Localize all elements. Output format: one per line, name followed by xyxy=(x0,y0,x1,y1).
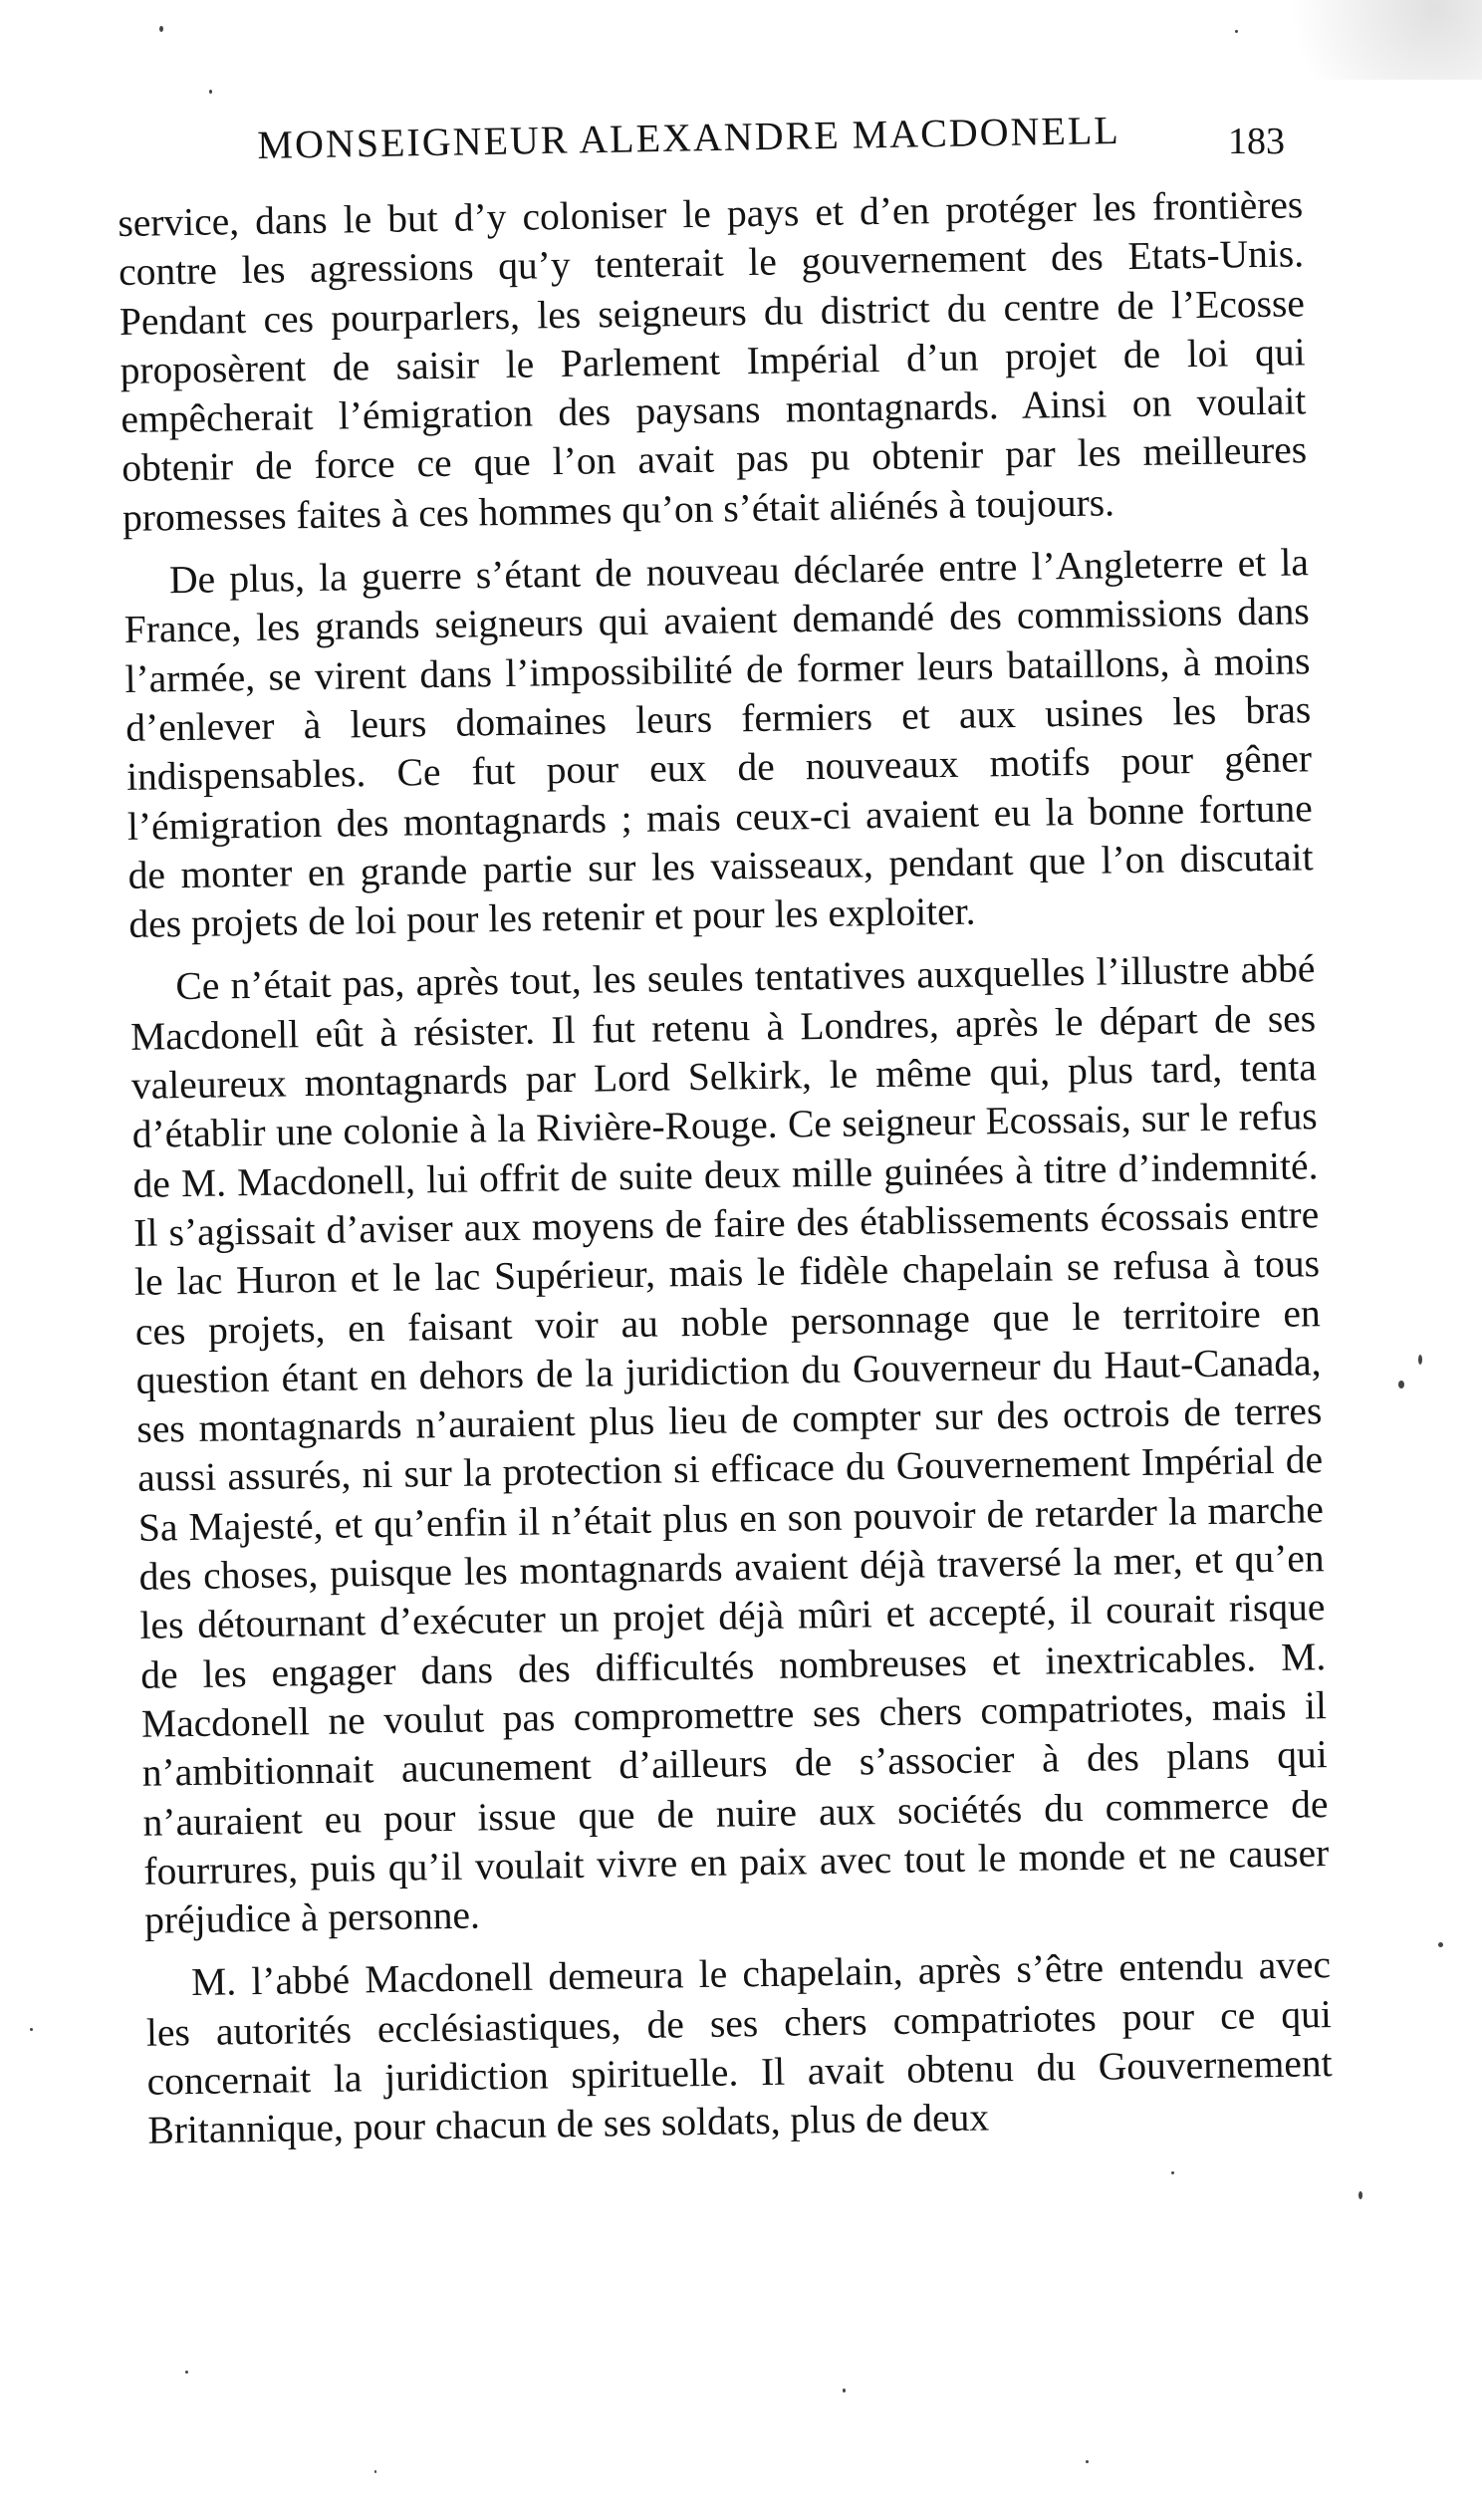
scan-speck xyxy=(1438,1942,1443,1947)
scan-speck xyxy=(1235,30,1238,33)
scan-speck xyxy=(209,90,212,94)
paragraph-3: Ce n’était pas, après tout, les seules tentatives auxquelles l’illustre abbé Macdonell eût à résister. Il fut retenu à Londres, après le départ de ses valeureux montagnards par Lord Selkirk, le même qui, plus tard, tenta d’établir une colonie à la Rivière-Rouge. Ce seigneur Ecossais, sur le refus de M. Macdonell, lui offrit de suite deux mille guinées à titre d’indemnité. Il s’agissait d’aviser aux moyens de faire des établissements écossais entre le lac Huron et le lac Supérieur, mais le fidèle chapelain se refusa à tous ces projets, en faisant voir au noble personnage que le territoire en question étant en dehors de la juridiction du Gouverneur du Haut-Canada, ses montagnards n’auraient plus lieu de compter sur des octrois de terres aussi assurés, ni sur la protection si efficace du Gouvernement Impérial de Sa Majesté, et qu’enfin il n’était plus en son pouvoir de retarder la marche des choses, puisque les montagnards avaient déjà traversé la mer, et qu’en les détournant d’exécuter un projet déjà mûri et accepté, il courait risque de les engager dans des difficultés nombreuses et inextricables. M. Macdonell ne voulut pas compromettre ses chers compatriotes, mais il n’ambitionnait aucunement d’ailleurs de s’associer à des plans qui n’auraient eu pour issue que de nuire aux sociétés du commerce de fourrures, puis qu’il voulait vivre en paix avec tout le monde et ne causer préjudice à personne. xyxy=(129,946,1330,1942)
page-number: 183 xyxy=(1228,121,1285,162)
scan-speck xyxy=(843,2389,846,2393)
scan-speck xyxy=(1398,1381,1404,1388)
scan-speck xyxy=(159,26,163,32)
scan-speck xyxy=(1418,1355,1422,1365)
paragraph-4: M. l’abbé Macdonell demeura le chapelain, après s’être entendu avec les autorités ecclésiastiques, de ses chers compatriotes pour ce qui concernait la juridiction spirituelle. Il avait obtenu du Gouvernement Britannique, pour chacun de ses soldats, plus de deux xyxy=(145,1942,1333,2153)
scan-speck xyxy=(1086,2460,1089,2463)
paragraph-1: service, dans le but d’y coloniser le pays et d’en protéger les frontières contre les agressions qu’y tenterait le gouvernement des Etats-Unis. Pendant ces pourparlers, les seigneurs du district du centre de l’Ecosse proposèrent de saisir le Parlement Impérial d’un projet de loi qui empêcherait l’émigration des paysans montagnards. Ainsi on voulait obtenir de force ce que l’on avait pas pu obtenir par les meilleures promesses faites à ces hommes qu’on s’était aliénés à toujours. xyxy=(118,182,1308,540)
running-title: MONSEIGNEUR ALEXANDRE MACDONELL xyxy=(257,107,1121,167)
scan-speck xyxy=(185,2371,188,2374)
body-text xyxy=(118,180,1334,2169)
scan-speck xyxy=(374,2470,376,2473)
page-header xyxy=(249,107,1285,181)
paragraph-2: De plus, la guerre s’étant de nouveau déclarée entre l’Angleterre et la France, les grands seigneurs qui avaient demandé des commissions dans l’armée, se virent dans l’impossibilité de former leurs bataillons, à moins d’enlever à leurs domaines leurs fermiers et aux usines les bras indispensables. Ce fut pour eux de nouveaux motifs pour gêner l’émigration des montagnards ; mais ceux-ci avaient eu la bonne fortune de monter en grande partie sur les vaisseaux, pendant que l’on discutait des projets de loi pour les retenir et pour les exploiter. xyxy=(124,540,1314,947)
scan-speck xyxy=(1358,2191,1362,2199)
scan-speck xyxy=(1171,2171,1174,2174)
scan-speck xyxy=(30,2028,33,2031)
scan-edge-noise xyxy=(1243,0,1482,80)
